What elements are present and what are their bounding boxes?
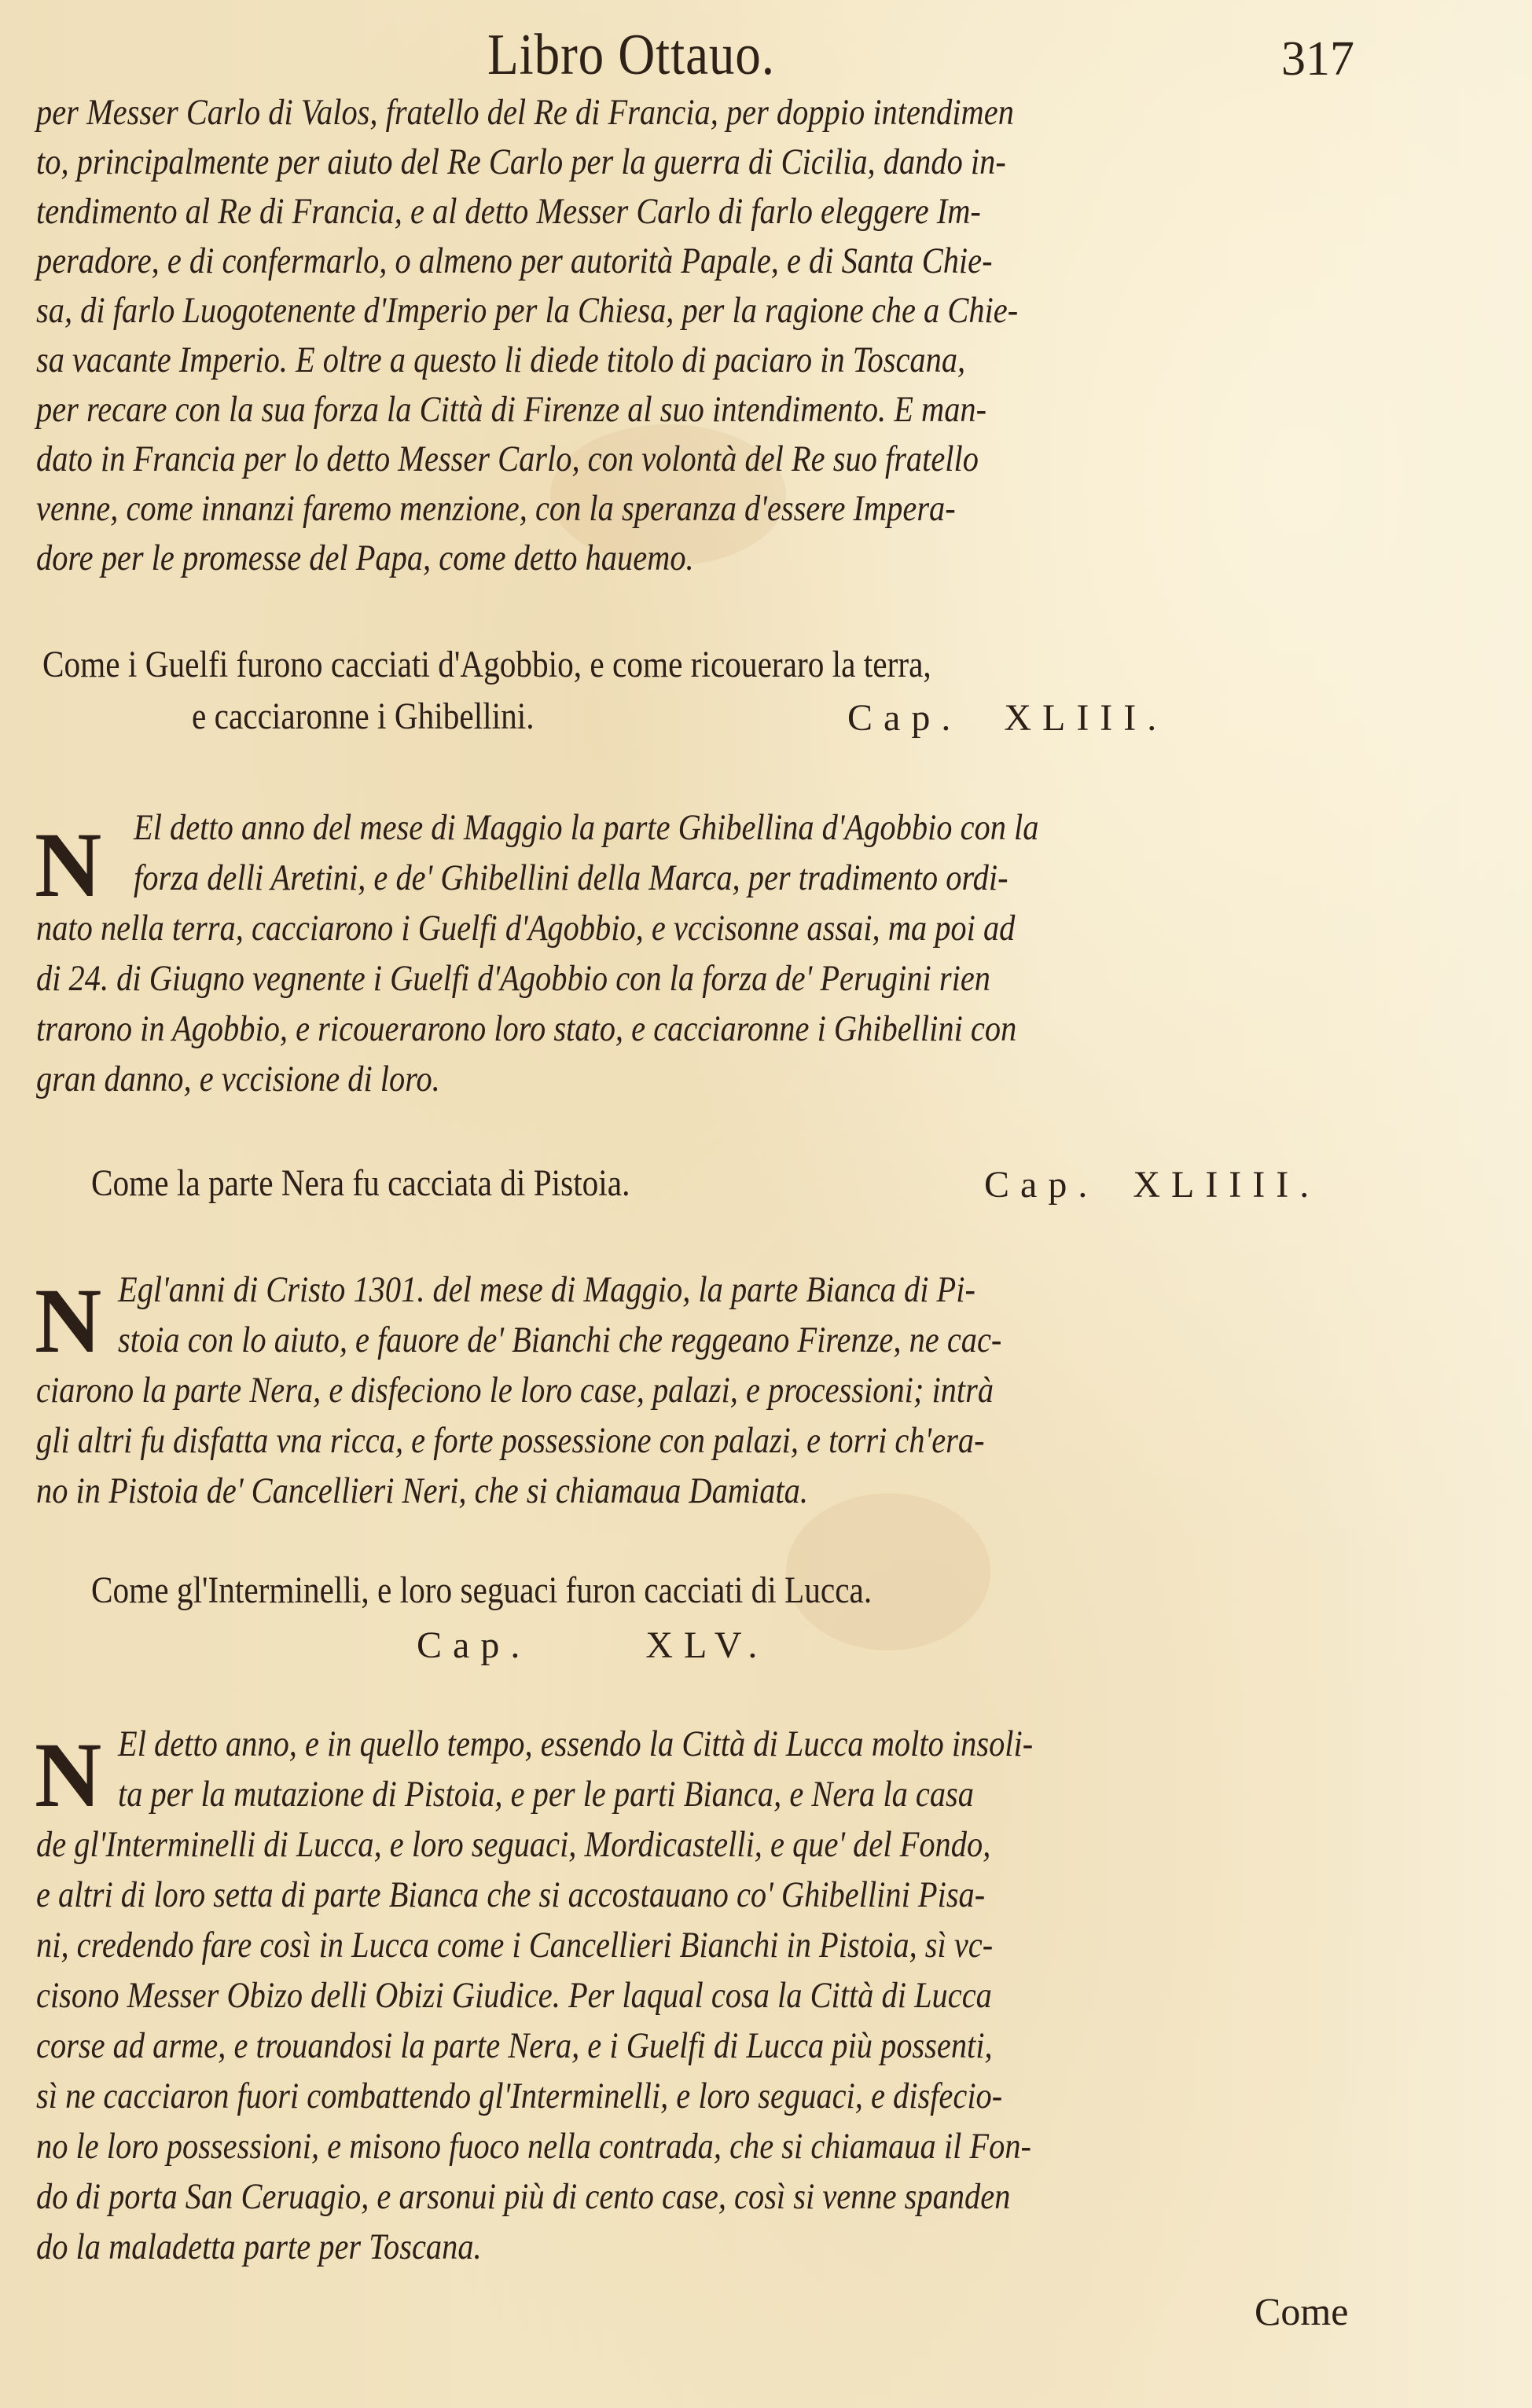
chapter-heading: Come i Guelfi furono cacciati d'Agobbio, e come ricoueraro la terra, bbox=[42, 644, 931, 685]
text-line: gli altri fu disfatta vna ricca, e forte possessione con palazi, e torri ch'era- bbox=[36, 1420, 985, 1461]
drop-cap: N bbox=[35, 1723, 102, 1826]
text-line: do di porta San Ceruagio, e arsonui più di cento case, così si venne spanden bbox=[36, 2176, 1011, 2217]
drop-cap: N bbox=[35, 813, 102, 916]
text-line: sa vacante Imperio. E oltre a questo li diede titolo di paciaro in Toscana, bbox=[36, 340, 966, 380]
chapter-label: Cap. bbox=[847, 697, 962, 739]
text-line: per recare con la sua forza la Città di Firenze al suo intendimento. E man- bbox=[36, 389, 987, 430]
catchword: Come bbox=[1255, 2289, 1349, 2333]
chapter-label: Cap. bbox=[417, 1624, 531, 1666]
chapter-roman: XLIII. bbox=[1004, 697, 1168, 739]
text-line: sì ne cacciaron fuori combattendo gl'Interminelli, e loro seguaci, e disfecio- bbox=[36, 2076, 1003, 2116]
text-line: ni, credendo fare così in Lucca come i Cancellieri Bianchi in Pistoia, sì vc- bbox=[36, 1925, 994, 1966]
text-line: stoia con lo aiuto, e fauore de' Bianchi che reggeano Firenze, ne cac- bbox=[118, 1320, 1002, 1360]
text-line: ciarono la parte Nera, e disfeciono le loro case, palazi, e processioni; intrà bbox=[36, 1370, 994, 1411]
text-line: Egl'anni di Cristo 1301. del mese di Maggio, la parte Bianca di Pi- bbox=[118, 1269, 975, 1310]
chapter-number bbox=[417, 1624, 768, 1667]
page-number: 317 bbox=[1281, 32, 1354, 86]
chapter-heading: Come la parte Nera fu cacciata di Pistoia. bbox=[91, 1162, 630, 1204]
text-line: trarono in Agobbio, e ricouerarono loro stato, e cacciaronne i Ghibellini con bbox=[36, 1008, 1017, 1049]
text-line: forza delli Aretini, e de' Ghibellini della Marca, per tradimento ordi- bbox=[134, 857, 1008, 898]
text-line: no in Pistoia de' Cancellieri Neri, che si chiamaua Damiata. bbox=[36, 1470, 808, 1511]
text-line: dato in Francia per lo detto Messer Carlo, con volontà del Re suo fratello bbox=[36, 439, 979, 479]
text-line: de gl'Interminelli di Lucca, e loro seguaci, Mordicastelli, e que' del Fondo, bbox=[36, 1824, 991, 1865]
text-line: corse ad arme, e trouandosi la parte Nera, e i Guelfi di Lucca più possenti, bbox=[36, 2025, 993, 2066]
text-line: nato nella terra, cacciarono i Guelfi d'Agobbio, e vccisonne assai, ma poi ad bbox=[36, 908, 1016, 949]
text-line: per Messer Carlo di Valos, fratello del Re di Francia, per doppio intendimen bbox=[36, 92, 1014, 133]
chapter-label: Cap. bbox=[984, 1164, 1099, 1206]
text-line: gran danno, e vccisione di loro. bbox=[36, 1059, 440, 1099]
text-line: ta per la mutazione di Pistoia, e per le parti Bianca, e Nera la casa bbox=[118, 1774, 974, 1815]
text-line: do la maladetta parte per Toscana. bbox=[36, 2226, 482, 2267]
text-line: tendimento al Re di Francia, e al detto Messer Carlo di farlo eleggere Im- bbox=[36, 191, 981, 232]
chapter-roman: XLV. bbox=[645, 1624, 769, 1666]
chapter-roman: XLIIII. bbox=[1133, 1164, 1321, 1206]
text-line: El detto anno del mese di Maggio la parte Ghibellina d'Agobbio con la bbox=[134, 807, 1039, 848]
text-line: cisono Messer Obizo delli Obizi Giudice. Per laqual cosa la Città di Lucca bbox=[36, 1975, 992, 2016]
text-line: dore per le promesse del Papa, come detto hauemo. bbox=[36, 538, 694, 578]
text-line: no le loro possessioni, e misono fuoco nella contrada, che si chiamaua il Fon- bbox=[36, 2126, 1031, 2167]
text-line: sa, di farlo Luogotenente d'Imperio per la Chiesa, per la ragione che a Chie- bbox=[36, 290, 1019, 331]
chapter-heading: Come gl'Interminelli, e loro seguaci furon cacciati di Lucca. bbox=[91, 1569, 873, 1611]
chapter-number bbox=[984, 1163, 1320, 1206]
chapter-number bbox=[847, 696, 1167, 740]
running-head-title: Libro Ottauo. bbox=[487, 23, 775, 87]
text-line: di 24. di Giugno vegnente i Guelfi d'Agobbio con la forza de' Perugini rien bbox=[36, 958, 991, 999]
text-line: to, principalmente per aiuto del Re Carlo per la guerra di Cicilia, dando in- bbox=[36, 141, 1006, 182]
text-line: venne, come innanzi faremo menzione, con la speranza d'essere Impera- bbox=[36, 488, 956, 529]
drop-cap: N bbox=[35, 1269, 102, 1372]
text-line: El detto anno, e in quello tempo, essendo la Città di Lucca molto insoli- bbox=[118, 1723, 1034, 1764]
chapter-heading: e cacciaronne i Ghibellini. bbox=[192, 696, 535, 737]
text-line: e altri di loro setta di parte Bianca che si accostauano co' Ghibellini Pisa- bbox=[36, 1874, 986, 1915]
text-line: peradore, e di confermarlo, o almeno per autorità Papale, e di Santa Chie- bbox=[36, 240, 993, 281]
